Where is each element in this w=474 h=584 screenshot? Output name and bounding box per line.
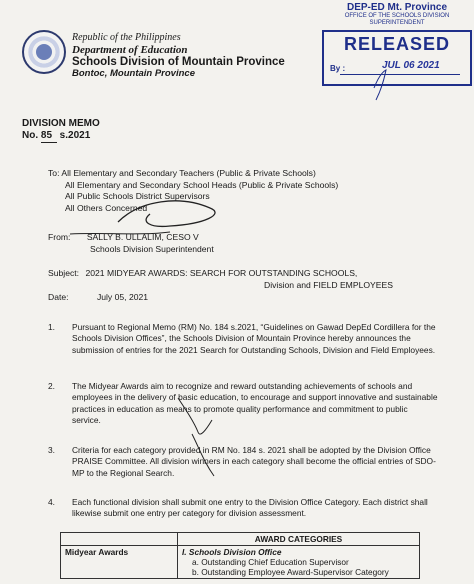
from-name: SALLY B. ULLALIM, CESO V xyxy=(86,232,199,242)
location-line: Bontoc, Mountain Province xyxy=(72,68,195,79)
released-stamp xyxy=(322,2,472,86)
award-categories-table xyxy=(60,532,420,579)
department-line: Department of Education xyxy=(72,44,188,56)
subject-line-1: 2021 MIDYEAR AWARDS: SEARCH FOR OUTSTANDING SCHOOLS, xyxy=(85,268,358,278)
date-block xyxy=(48,292,148,302)
republic-line: Republic of the Philippines xyxy=(72,32,181,43)
stamp-subtitle-2: SUPERINTENDENT xyxy=(369,20,425,26)
paragraph-text: Criteria for each category provided in RM No. 184 s. 2021 shall be adopted by the Division Office PRAISE Committee. All division winners in each category shall become the official entries of SDO-MP to the Regional Search. xyxy=(72,445,436,478)
subject-block xyxy=(48,268,393,291)
paragraph-3 xyxy=(48,445,438,479)
paragraph-4 xyxy=(48,497,438,520)
stamp-status: RELEASED xyxy=(343,34,450,54)
from-position: Schools Division Superintendent xyxy=(90,243,214,254)
to-line-3: All Public Schools District Supervisors xyxy=(65,191,210,201)
subject-line-2: Division and FIELD EMPLOYEES xyxy=(264,279,393,290)
paragraph-text: The Midyear Awards aim to recognize and reward outstanding achievements of schools and employees in the delivery of basic education, to encourage and support innovative and sustainable practices in education as means to promote quality performance and commitment to public service. xyxy=(72,381,438,426)
table-row xyxy=(61,533,420,546)
memo-number-line xyxy=(22,130,100,143)
table-section: I. Schools Division Office xyxy=(182,547,282,557)
paragraph-text: Each functional division shall submit one entry to the Division Office Category. Each district shall likewise submit one entry per category for division assessment. xyxy=(72,497,428,519)
stamp-date: JUL 06 2021 xyxy=(382,60,440,71)
date-value: July 05, 2021 xyxy=(96,292,149,302)
paragraph-1 xyxy=(48,322,438,356)
table-row xyxy=(61,546,420,579)
date-label: Date: xyxy=(48,292,69,302)
to-line-4: All Others Concerned xyxy=(65,202,148,213)
paragraph-text: Pursuant to Regional Memo (RM) No. 184 s.2021, “Guidelines on Gawad DepEd Cordillera for the Schools Division Offices”, the Schools Division of Mountain Province hereby announces the submission of entries for the 2021 Search for Outstanding Schools, Division and Field Employees. xyxy=(72,322,436,355)
table-item-b: b. Outstanding Employee Award-Supervisor Category xyxy=(192,567,389,577)
stamp-subtitle-1: OFFICE OF THE SCHOOLS DIVISION xyxy=(344,13,450,19)
from-label: From: xyxy=(48,232,71,242)
to-line-1: All Elementary and Secondary Teachers (Public & Private Schools) xyxy=(61,168,316,178)
stamp-office: DEP-ED Mt. Province xyxy=(346,2,448,13)
memo-number-block xyxy=(22,118,100,143)
stamp-divider xyxy=(340,74,460,75)
memo-title: DIVISION MEMO xyxy=(22,118,100,129)
sender-block xyxy=(48,232,214,255)
recipients-block xyxy=(48,168,338,214)
paragraph-2 xyxy=(48,381,438,427)
paragraph-number: 3. xyxy=(48,445,55,455)
to-label: To: xyxy=(48,168,60,178)
letterhead xyxy=(72,32,285,80)
table-category: Midyear Awards xyxy=(61,546,178,579)
stamp-by-label: By : xyxy=(330,64,346,73)
memo-no-value: 85 xyxy=(41,130,57,143)
deped-seal-icon xyxy=(22,30,66,74)
memo-series: s.2021 xyxy=(59,130,91,141)
paragraph-number: 2. xyxy=(48,381,55,391)
table-item-a: a. Outstanding Chief Education Supervisor xyxy=(192,557,349,567)
division-line: Schools Division of Mountain Province xyxy=(72,56,285,68)
subject-label: Subject: xyxy=(48,268,80,278)
paragraph-number: 4. xyxy=(48,497,55,507)
memo-no-label: No. xyxy=(22,130,39,141)
stamp-box xyxy=(322,30,472,86)
to-line-2: All Elementary and Secondary School Heads (Public & Private Schools) xyxy=(65,179,339,190)
paragraph-number: 1. xyxy=(48,322,55,332)
table-header: AWARD CATEGORIES xyxy=(178,533,420,546)
